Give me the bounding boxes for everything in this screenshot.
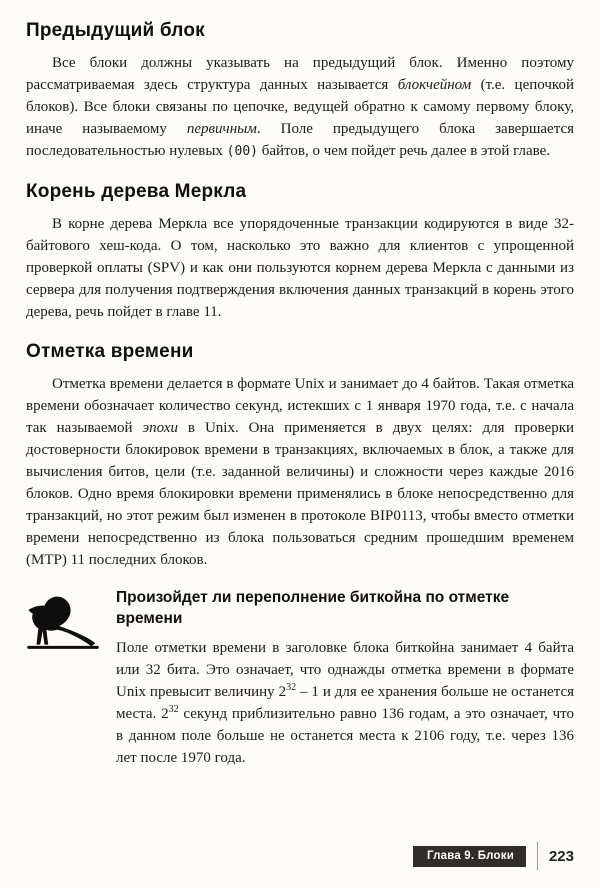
page-footer <box>0 842 600 870</box>
note-content <box>116 587 574 769</box>
chapter-badge: Глава 9. Блоки <box>413 846 526 867</box>
page-number: 223 <box>548 847 574 865</box>
sidebar-note <box>26 587 574 769</box>
paragraph-previous-block: Все блоки должны указывать на предыдущий блок. Именно поэтому рассматриваемая здесь структура данных называется блокчейном (т.е. цепочкой блоков). Все блоки связаны по цепочке, ведущей обратно к самому первому блоку, иначе называемому первичным. Поле предыдущего блока завершается последовательностью нулевых (00) байтов, о чем пойдет речь далее в этой главе. <box>26 55 575 159</box>
section-heading-timestamp: Отметка времени <box>26 341 194 362</box>
paragraph-timestamp: Отметка времени делается в формате Unix и занимает до 4 байтов. Такая отметка времени обозначает количество секунд, истекших с 1 января 1970 года, т.е. с начала так называемой эпохи в Unix. Она применяется в двух целях: для проверки достоверности блокировок времени в транзакциях, включаемых в блок, а также для вычисления битов, цели (т.е. заданной величины) и сложности через каждые 2016 блоков. Одно время блокировки времени применялись в блоке непосредственно для транзакций, но этот режим был изменен в протоколе BIP0113, чтобы вместо отметки времени непосредственно из блока пользоваться средним прошедшим временем (MTP) 11 последних блоков. <box>26 376 575 568</box>
footer-divider <box>537 842 538 870</box>
note-body: Поле отметки времени в заголовке блока биткойна занимает 4 байта или 32 бита. Это означает, что однажды отметка времени в формате Unix превысит величину $2^{32} - 1$ и для ее хранения больше не останется места. $2^{32}$ секунд приблизительно равно 136 годам, а это означает, что в данном поле больше не останется места к 2106 году, т.е. через 136 лет после 1970 года. <box>116 640 575 766</box>
crow-icon <box>26 587 100 769</box>
note-title: Произойдет ли переполнение биткойна по отметке времени <box>116 589 510 627</box>
section-heading-previous-block: Предыдущий блок <box>26 20 205 41</box>
section-heading-merkle-root: Корень дерева Меркла <box>26 181 247 202</box>
paragraph-merkle-root: В корне дерева Меркла все упорядоченные транзакции кодируются в виде 32-байтового хеш-кода. О том, насколько это важно для клиентов с упрощенной проверкой оплаты (SPV) и как они пользуются корнем дерева Меркла с данными из сервера для получения подтверждения включения данных транзакций в корень этого дерева, речь пойдет в главе 11. <box>26 216 574 320</box>
